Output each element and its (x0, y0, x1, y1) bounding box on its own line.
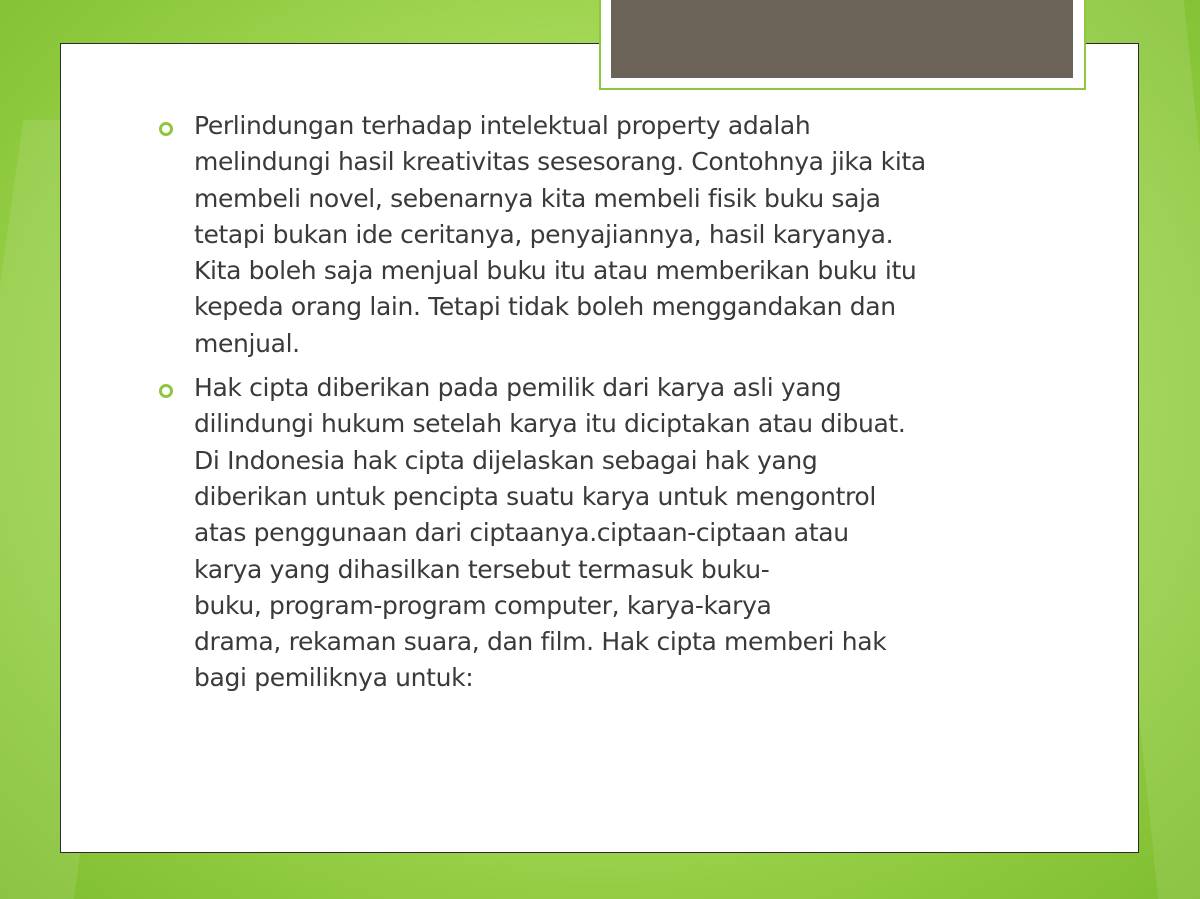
ring-bullet-icon (159, 384, 173, 398)
bullet-text: Perlindungan terhadap intelektual property adalah melindungi hasil kreativitas sesesorang. Contohnya jika kita membeli novel, sebenarnya kita membeli fisik buku saja tetapi bukan ide ceritanya, penyajiannya, hasil karyanya. Kita boleh saja menjual buku itu atau memberikan buku itu kepeda orang lain. Tetapi tidak boleh menggandakan dan menjual. (194, 111, 926, 358)
bullet-item (150, 370, 1070, 697)
bullet-list (150, 108, 1070, 705)
title-placeholder (611, 0, 1073, 78)
bullet-text: Hak cipta diberikan pada pemilik dari karya asli yang dilindungi hukum setelah karya itu diciptakan atau dibuat. Di Indonesia hak cipta dijelaskan sebagai hak yang diberikan untuk pencipta suatu karya untuk mengontrol atas penggunaan dari ciptaanya.ciptaan-ciptaan atau karya yang dihasilkan tersebut termasuk buku- buku, program-program computer, karya-karya drama, rekaman suara, dan film. Hak cipta memberi hak bagi pemiliknya untuk: (194, 373, 906, 693)
bullet-item (150, 108, 1070, 362)
ring-bullet-icon (159, 122, 173, 136)
